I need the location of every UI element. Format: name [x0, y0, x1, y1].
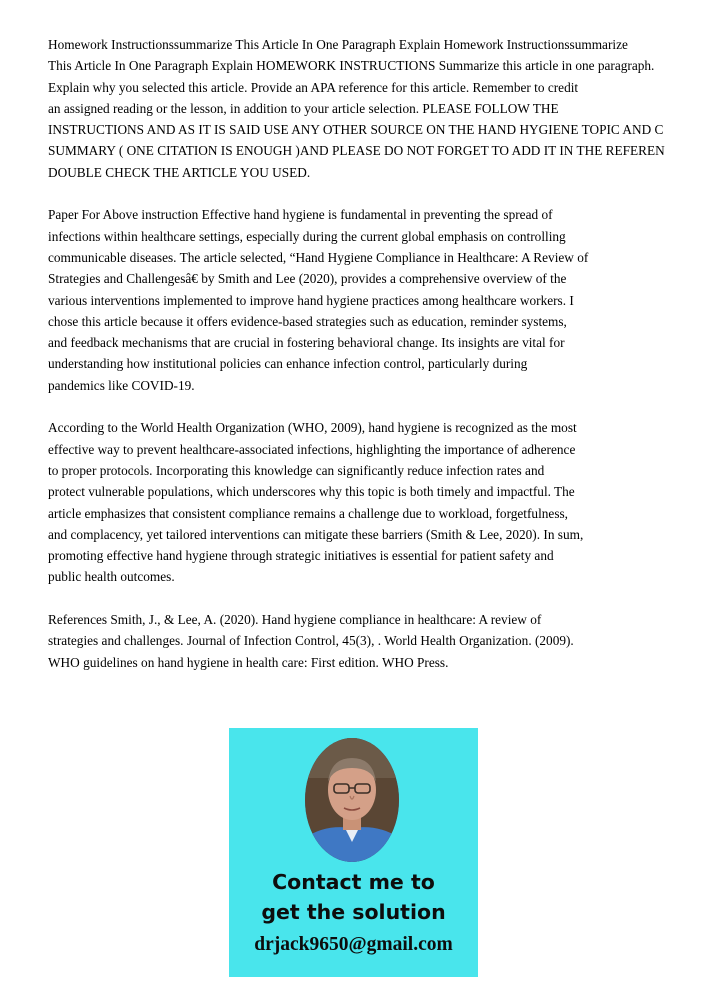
contact-ad-banner[interactable]	[229, 728, 478, 977]
text-line: article emphasizes that consistent compliance remains a challenge due to workload, forgetfulness,	[48, 505, 569, 521]
text-line: According to the World Health Organization (WHO, 2009), hand hygiene is recognized as the most	[48, 420, 577, 436]
discussion-paragraph	[48, 417, 708, 587]
text-line: various interventions implemented to improve hand hygiene practices among healthcare workers. I	[48, 292, 574, 308]
document-body	[48, 34, 708, 673]
paragraph-gap	[48, 588, 708, 609]
text-line: INSTRUCTIONS AND AS IT IS SAID USE ANY OTHER SOURCE ON THE HAND HYGIENE TOPIC AND C	[48, 122, 664, 138]
instructions-paragraph	[48, 34, 708, 183]
text-line: strategies and challenges. Journal of Infection Control, 45(3), . World Health Organization. (2009).	[48, 633, 574, 649]
portrait-illustration	[305, 738, 399, 862]
ad-email-link[interactable]: drjack9650@gmail.com	[254, 934, 453, 955]
text-line: References Smith, J., & Lee, A. (2020). Hand hygiene compliance in healthcare: A review of	[48, 612, 542, 628]
avatar-photo	[305, 738, 399, 862]
text-line: Explain why you selected this article. Provide an APA reference for this article. Remember to credit	[48, 79, 579, 95]
text-line: public health outcomes.	[48, 569, 175, 585]
text-line: WHO guidelines on hand hygiene in health care: First edition. WHO Press.	[48, 654, 449, 670]
text-line: This Article In One Paragraph Explain HOMEWORK INSTRUCTIONS Summarize this article in one paragraph.	[48, 58, 655, 74]
text-line: and complacency, yet tailored interventions can mitigate these barriers (Smith & Lee, 2020). In sum,	[48, 526, 584, 542]
text-line: an assigned reading or the lesson, in addition to your article selection. PLEASE FOLLOW THE	[48, 100, 559, 116]
text-line: communicable diseases. The article selected, “Hand Hygiene Compliance in Healthcare: A Review of	[48, 249, 589, 265]
text-line: effective way to prevent healthcare-associated infections, highlighting the importance of adherence	[48, 441, 576, 457]
references-paragraph	[48, 609, 708, 673]
text-line: to proper protocols. Incorporating this knowledge can significantly reduce infection rates and	[48, 462, 545, 478]
text-line: protect vulnerable populations, which underscores why this topic is both timely and impactful. The	[48, 484, 575, 500]
paragraph-gap	[48, 183, 708, 204]
text-line: Homework Instructionssummarize This Article In One Paragraph Explain Homework Instructionssummarize	[48, 37, 628, 52]
text-line: SUMMARY ( ONE CITATION IS ENOUGH )AND PLEASE DO NOT FORGET TO ADD IT IN THE REFEREN	[48, 143, 665, 159]
text-line: understanding how institutional policies can enhance infection control, particularly during	[48, 356, 528, 372]
paper-paragraph	[48, 204, 708, 396]
ad-headline-line2: get the solution	[261, 900, 446, 924]
text-line: pandemics like COVID-19.	[48, 377, 195, 393]
text-line: Strategies and Challengesâ€ by Smith and Lee (2020), provides a comprehensive overview of the	[48, 271, 567, 287]
text-line: Paper For Above instruction Effective hand hygiene is fundamental in preventing the spread of	[48, 207, 553, 223]
text-line: chose this article because it offers evidence-based strategies such as education, reminder systems,	[48, 313, 567, 329]
text-line: promoting effective hand hygiene through strategic initiatives is essential for patient safety and	[48, 548, 554, 564]
paragraph-gap	[48, 396, 708, 417]
text-line: DOUBLE CHECK THE ARTICLE YOU USED.	[48, 164, 311, 180]
text-line: and feedback mechanisms that are crucial in fostering behavioral change. Its insights are vital for	[48, 335, 565, 351]
text-line: infections within healthcare settings, especially during the current global emphasis on controlling	[48, 228, 566, 244]
ad-headline-line1: Contact me to	[272, 870, 435, 894]
